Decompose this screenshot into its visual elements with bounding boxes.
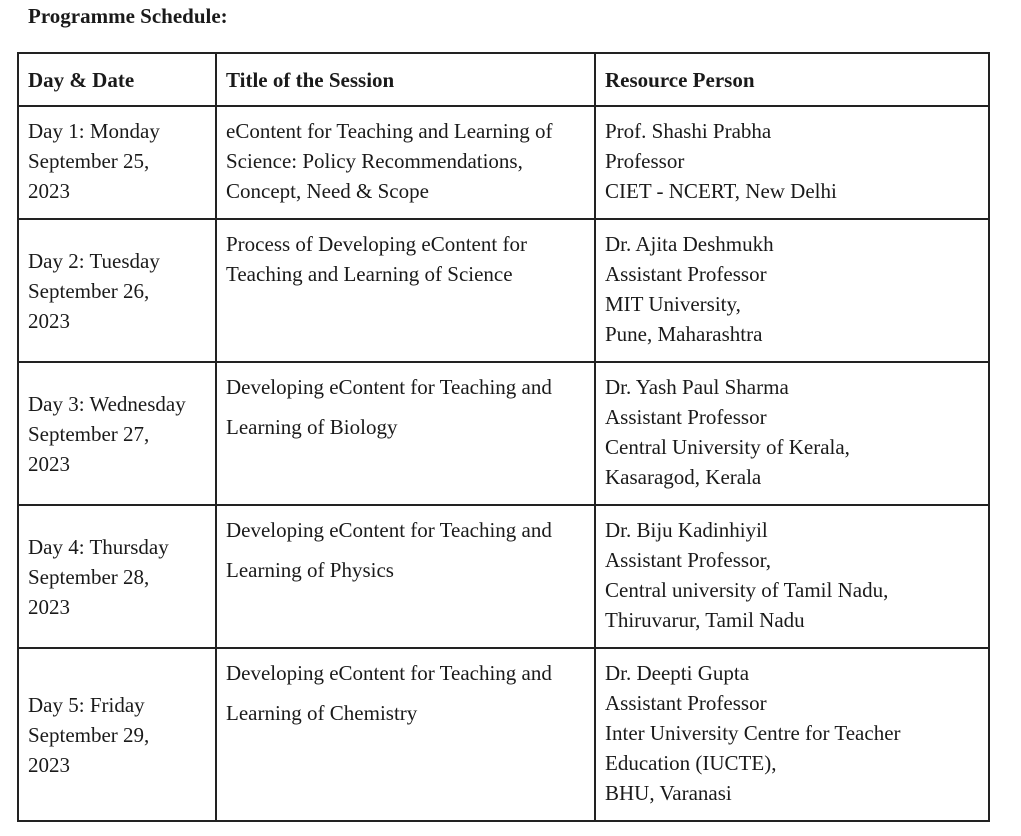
schedule-table [17, 52, 990, 822]
cell-line: Process of Developing eContent for [226, 232, 527, 256]
cell-line: Teaching and Learning of Science [226, 262, 513, 286]
table-row [18, 648, 989, 821]
cell-line: Day 1: Monday [28, 119, 160, 143]
resource-person-cell [595, 106, 989, 219]
cell-line: Assistant Professor, [605, 548, 771, 572]
cell-line: 2023 [28, 179, 70, 203]
cell-line: 2023 [28, 308, 70, 333]
cell-line: Assistant Professor [605, 691, 767, 715]
header-day-date: Day & Date [18, 53, 216, 106]
resource-person-cell [595, 505, 989, 648]
header-resource-person: Resource Person [595, 53, 989, 106]
cell-line: Day 3: Wednesday [28, 391, 186, 416]
header-session-title: Title of the Session [216, 53, 595, 106]
cell-line: Central university of Tamil Nadu, [605, 578, 889, 602]
cell-line: 2023 [28, 594, 70, 619]
session-title-cell [216, 106, 595, 219]
day-date-cell [18, 648, 216, 821]
table-row [18, 219, 989, 362]
resource-person-cell [595, 362, 989, 505]
cell-line: BHU, Varanasi [605, 781, 732, 805]
cell-line: September 27, [28, 421, 150, 446]
session-title-cell [216, 219, 595, 362]
cell-line: Kasaragod, Kerala [605, 465, 762, 489]
day-date-cell [18, 505, 216, 648]
cell-line: 2023 [28, 451, 70, 476]
cell-line: MIT University, [605, 292, 741, 316]
cell-line: Dr. Ajita Deshmukh [605, 232, 774, 256]
day-date-cell [18, 219, 216, 362]
session-title-cell [216, 648, 595, 821]
cell-line: Pune, Maharashtra [605, 322, 763, 346]
cell-line: eContent for Teaching and Learning of [226, 119, 553, 143]
day-date-cell [18, 106, 216, 219]
cell-line: Dr. Biju Kadinhiyil [605, 518, 768, 542]
cell-line: Day 5: Friday [28, 692, 145, 717]
cell-line: Concept, Need & Scope [226, 179, 429, 203]
cell-line: Assistant Professor [605, 262, 767, 286]
cell-line: September 29, [28, 722, 150, 747]
table-row [18, 106, 989, 219]
session-title-cell [216, 362, 595, 505]
cell-line: Dr. Yash Paul Sharma [605, 375, 789, 399]
resource-person-cell [595, 219, 989, 362]
cell-line: Day 4: Thursday [28, 534, 169, 559]
resource-person-cell [595, 648, 989, 821]
cell-line: September 26, [28, 278, 150, 303]
cell-line: 2023 [28, 752, 70, 777]
cell-line: CIET - NCERT, New Delhi [605, 179, 837, 203]
cell-line: September 25, [28, 149, 150, 173]
cell-line: Inter University Centre for Teacher [605, 721, 901, 745]
page-title: Programme Schedule: [28, 4, 228, 28]
cell-line: Learning of Physics [226, 558, 394, 582]
cell-line: Central University of Kerala, [605, 435, 850, 459]
session-title-cell [216, 505, 595, 648]
cell-line: Developing eContent for Teaching and [226, 661, 552, 685]
cell-line: Education (IUCTE), [605, 751, 777, 775]
cell-line: Learning of Chemistry [226, 701, 418, 725]
cell-line: Developing eContent for Teaching and [226, 375, 552, 399]
cell-line: Developing eContent for Teaching and [226, 518, 552, 542]
table-row [18, 505, 989, 648]
cell-line: Professor [605, 149, 685, 173]
cell-line: Prof. Shashi Prabha [605, 119, 772, 143]
cell-line: September 28, [28, 564, 150, 589]
table-header-row [18, 53, 989, 106]
day-date-cell [18, 362, 216, 505]
cell-line: Dr. Deepti Gupta [605, 661, 750, 685]
table-row [18, 362, 989, 505]
cell-line: Day 2: Tuesday [28, 248, 160, 273]
cell-line: Science: Policy Recommendations, [226, 149, 523, 173]
cell-line: Thiruvarur, Tamil Nadu [605, 608, 805, 632]
cell-line: Assistant Professor [605, 405, 767, 429]
cell-line: Learning of Biology [226, 415, 398, 439]
